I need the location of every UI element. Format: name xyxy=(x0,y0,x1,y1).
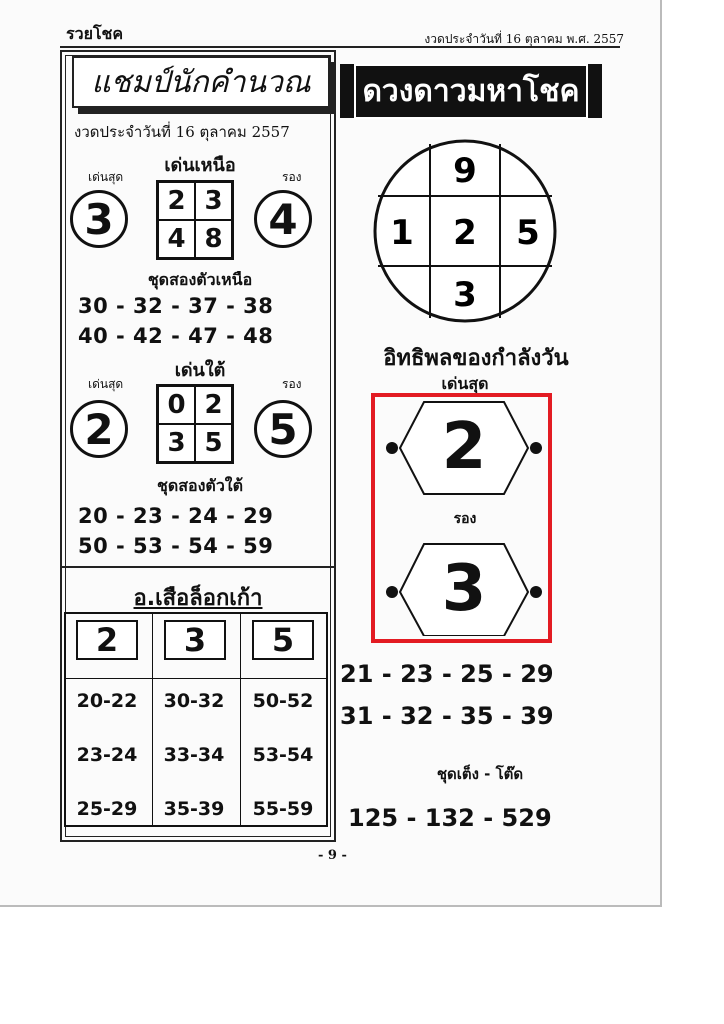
north-digit-grid xyxy=(156,180,234,260)
table-cell: 53-54 xyxy=(252,744,314,766)
north-second-label: รอง xyxy=(282,170,302,184)
north-second-number: 4 xyxy=(254,190,312,248)
north-pairs-heading: ชุดสองตัวเหนือ xyxy=(147,270,253,289)
hexagon-dot xyxy=(386,586,398,598)
teacher-name: อ.เสือล็อกเก้า xyxy=(133,586,263,611)
south-grid-cell: 0 xyxy=(158,386,195,424)
left-title: แชมป์นักคำนวณ xyxy=(72,56,330,108)
magazine-name: รวยโชค xyxy=(66,24,124,43)
north-main-label: เด่นสุด xyxy=(88,170,124,184)
south-main-number: 2 xyxy=(70,400,128,458)
set-heading: ชุดเต็ง - โต๊ด xyxy=(436,765,524,783)
south-second-label: รอง xyxy=(282,377,302,391)
hexagon-dot xyxy=(530,586,542,598)
issue-line: งวดประจำวันที่ 16 ตุลาคม พ.ศ. 2557 xyxy=(424,32,624,46)
page-number: - 9 - xyxy=(318,848,347,863)
star-center: 2 xyxy=(453,213,477,253)
right-pairs-row: 31 - 32 - 35 - 39 xyxy=(340,702,554,730)
star-bottom: 3 xyxy=(453,275,477,315)
north-grid-cell: 8 xyxy=(195,220,232,258)
south-pairs-row: 50 - 53 - 54 - 59 xyxy=(78,534,274,558)
table-cell: 35-39 xyxy=(163,798,225,820)
north-heading: เด่นเหนือ xyxy=(164,155,236,176)
north-grid-cell: 3 xyxy=(195,182,232,220)
set-row: 125 - 132 - 529 xyxy=(348,804,552,832)
hexagon-dot xyxy=(386,442,398,454)
teacher-digit-box: 5 xyxy=(252,620,314,660)
influence-second-number: 3 xyxy=(441,552,487,626)
table-cell: 33-34 xyxy=(163,744,225,766)
north-pairs-row: 30 - 32 - 37 - 38 xyxy=(78,294,274,318)
teacher-digit-box: 3 xyxy=(164,620,226,660)
table-column-rule xyxy=(152,614,153,825)
north-pairs-row: 40 - 42 - 47 - 48 xyxy=(78,324,274,348)
right-pairs-row: 21 - 23 - 25 - 29 xyxy=(340,660,554,688)
star-right: 5 xyxy=(516,213,540,253)
north-main-number: 3 xyxy=(70,190,128,248)
hexagon-dot xyxy=(530,442,542,454)
south-heading: เด่นใต้ xyxy=(174,360,226,381)
influence-main-label: เด่นสุด xyxy=(441,374,489,393)
teacher-heading xyxy=(62,580,334,615)
south-grid-cell: 5 xyxy=(195,424,232,462)
south-main-label: เด่นสุด xyxy=(88,377,124,391)
south-grid-cell: 3 xyxy=(158,424,195,462)
influence-second-label: รอง xyxy=(453,511,477,527)
influence-main-number: 2 xyxy=(441,410,487,484)
table-header-rule xyxy=(66,678,326,679)
table-cell: 55-59 xyxy=(252,798,314,820)
star-top: 9 xyxy=(453,151,477,191)
south-pairs-heading: ชุดสองตัวใต้ xyxy=(156,476,243,495)
south-digit-grid xyxy=(156,384,234,464)
section-divider xyxy=(62,566,334,568)
north-grid-cell: 2 xyxy=(158,182,195,220)
left-date: งวดประจำวันที่ 16 ตุลาคม 2557 xyxy=(74,123,290,141)
table-cell: 23-24 xyxy=(76,744,138,766)
header-rule xyxy=(60,46,620,48)
south-second-number: 5 xyxy=(254,400,312,458)
right-title: ดวงดาวมหาโชค xyxy=(354,64,587,119)
star-left: 1 xyxy=(390,213,414,253)
table-cell: 30-32 xyxy=(163,690,225,712)
north-grid-cell: 4 xyxy=(158,220,195,258)
table-cell: 50-52 xyxy=(252,690,314,712)
table-cell: 20-22 xyxy=(76,690,138,712)
table-cell: 25-29 xyxy=(76,798,138,820)
right-title-banner xyxy=(340,64,602,118)
star-chart xyxy=(370,136,560,326)
influence-heading: อิทธิพลของกำลังวัน xyxy=(383,346,569,371)
south-grid-cell: 2 xyxy=(195,386,232,424)
teacher-digit-box: 2 xyxy=(76,620,138,660)
south-pairs-row: 20 - 23 - 24 - 29 xyxy=(78,504,274,528)
table-column-rule xyxy=(240,614,241,825)
